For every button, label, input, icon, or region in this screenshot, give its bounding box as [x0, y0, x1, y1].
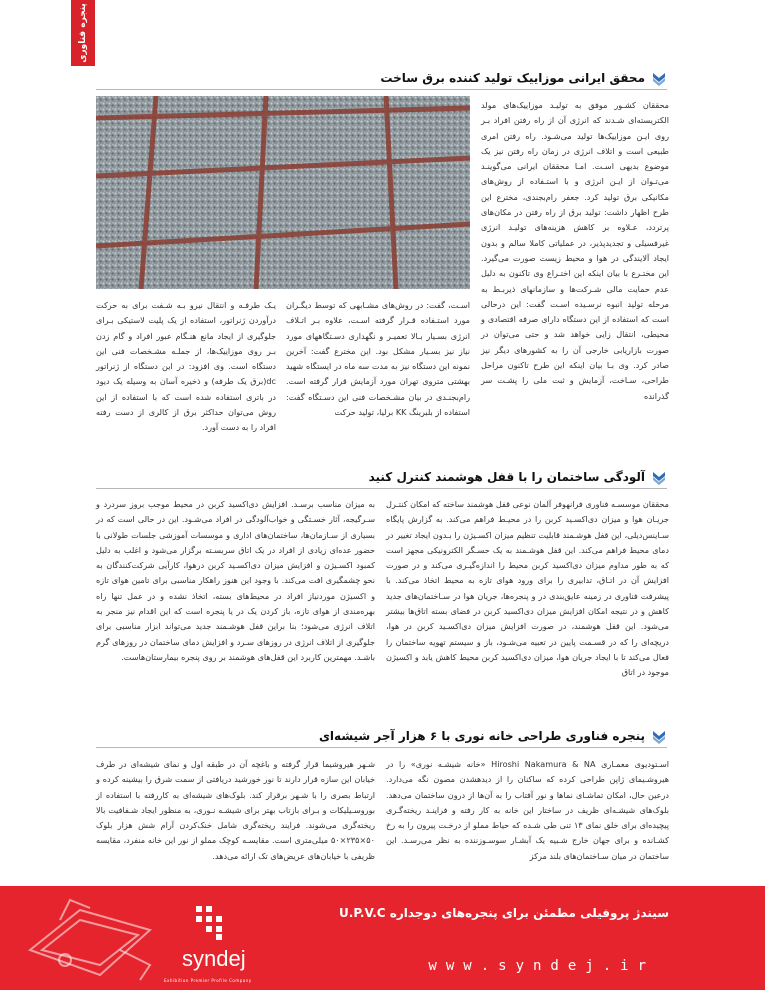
- section-tab-label: پنجره فناوری: [78, 3, 88, 63]
- chevron-down-icon: [651, 728, 667, 744]
- divider: [96, 89, 667, 90]
- website-url[interactable]: www.syndej.ir: [428, 958, 655, 974]
- divider: [96, 747, 667, 748]
- divider: [96, 488, 667, 489]
- brand-name: syndej: [182, 946, 246, 971]
- article1-column-middle: اسـت، گفت: در روش‌های مشـابهی که توسط دیگـران مورد استـفاده قـرار گرفته اسـت، علاوه بـر اتـلاف انرژی بسـیار بـالا تعمیـر و نگهداری دسـتگاههای مورد نیاز نیز بسـیار مشکل بود. این مخترع گفت: آخرین نمونه این دستگاه نیز به مدت سه ماه در ایستگاه شهید بهشتی متروی تهران مورد آزمایش قرار گرفته است. رام‌بجنـدی در بیان مشـخصات فنی این دسـتگاه گفت: استفاده از بلبرینگ KK برلیا، تولید حرکت: [286, 300, 470, 418]
- chevron-down-icon: [651, 70, 667, 86]
- article3-column-right: اسـتودیوی معمـاری Hiroshi Nakamura & NA «خانه شیشـه نوری» را در هیروشـیمای ژاپن طراحی کرده که ساکنان را از دیدهشدن مصون نگه می‌دارد. درعین حال، امکان تماشـای نماها و نور آفتاب را به آن‌ها از درون ساختمان می‌دهد. بلوک‌های شیشـه‌ای ظریف در ساختار این خانه به کار رفته و فراینـد ریخته‌گـری پیچیده‌ای برای خلق نمای ۱۳ تنی طی شـده که حیاط مملو از درخـت پیرون را به رخ کشـانده و برای جهان خارج شـبیه یک آبشـار سوسـوزننده به نظر می‌رسـد. این ساختمان در میان سـاختمان‌های بلند مرکز: [386, 759, 670, 861]
- article3-title: پنجره فناوری طراحی خانه نوری با ۶ هزار آجر شیشه‌ای: [318, 729, 645, 743]
- chevron-down-icon: [651, 469, 667, 485]
- article2-heading: [369, 469, 667, 485]
- article2-title: آلودگی ساختمان را با قفل هوشمند کنترل کنید: [368, 470, 645, 484]
- syndej-advertisement: [0, 886, 765, 990]
- mosaic-photo: [96, 96, 470, 289]
- article2-column-left: به میزان مناسب برسـد. افزایش دی‌اکسید کربن در محیط موجب بروز سردرد و سـرگیجه، آثار خسـتگی و خواب‌آلودگی در افراد می‌شـود. این در حالی است که در بسیاری از سـازمان‌ها، ساختمان‌های اداری و موسسات آموزشی جلسات طولانی با حضور عده‌ای زیادی از افراد در یک اتاق سربسـته برگزار می‌شود و اغلب به دلیل کمبود اکسـیژن و افزایش میزان دی‌اکسـید کربن درهوا، کارآیی شرکت‌کنندگان به نحو چشمگیری افت می‌کند. با وجود این هنوز راهکار مناسبی برای تامین هوای تازه و اکسیژن موردنیاز افراد در محیط‌های بسته، اتخاذ نشده و در عمل تنها راه بهره‌مندی از هوای تازه، باز کردن یک در یا پنجره است که این اقدام نیز منجر به اتلاف انرژی می‌شود؛ بنا براین قفل هوشـمند جدید می‌تواند ابزار مناسبی برای جلوگیری از اتلاف انرژی در روزهای سـرد و افزایش دمای ساختمان در روزهای گرم باشـد. مهمترین کاربرد این قفل‌های هوشمند بر روی پنجره بیمارستان‌هاست.: [96, 499, 375, 662]
- article1-column-left: یـک طرفـه و انتقال نیرو بـه شـفت برای به حرکت درآوردن ژنراتور، استفاده از یک پلیت لاستیکی بـرای جلوگیری از ایجاد مانع هنـگام عبور افراد و گام زدن بـر روی موزاییک‌ها، از جملـه مشـخصات فنی این دستگاه است. وی افزود: در این دستگاه از ژنراتور dc(برق یک طرفه) و ذخیره آسان به وسیله یک دیود در باتری استفاده شده است که با استفاده از این روش می‌توان حداکثر برق از کالری از دست رفته افراد را به دست آورد.: [96, 300, 276, 433]
- article2-column-right: محققان موسسـه فناوری فرانهوفر آلمان نوعی قفل هوشمند ساخته که امکان کنتـرل جریـان هوا و میزان دی‌اکسـید کربن را در محیـط فراهم می‌کند. به گزارش پایگاه سـاینس‌دیلی، این قفل هوشـمند قابلیت تنظیم میزان اکسـیژن را بـدون ایجاد تغییر در دمای محیط فراهم می‌کند. این قفل هوشـمند به یک حسـگر الکترونیکی مجهز است که به طور مداوم میزان دی‌اکسید کربن محیط را اندازه‌گیـری می‌کند و در صورت افزایش آن در اتـاق، تدابیری را برای ورود هوای تازه به محیط اتخاذ می‌کند. با پیشرفت فناوری در زمینه عایق‌بندی در و پنجره‌ها، جریان هوا در سـاختمان‌های جدید کاهش و در نتیجه امکان افزایش میزان دی‌اکسید کربن در فضای بسته اتاق‌ها بیشتر می‌شود. این قفل هوشمند، در صورت افزایش میزان دی‌اکسـید کربن در هوا، دریچه‌ای را که در قسـمت پایین در تعبیه می‌شـود، باز و سیستم تهویه ساختمان را فعال می‌کند تا با ایجاد جریان هوا، میزان دی‌اکسید کربن محیط کاهش یابد و اکسیژن موجود در اتاق: [386, 499, 669, 678]
- article1-heading: [380, 70, 667, 86]
- section-tab: [71, 0, 95, 66]
- brand-tagline: Exhibition Premier Profile Company: [164, 978, 252, 983]
- article1-column-right: محققان کشـور موفق به تولیـد موزاییک‌های مولد الکتریسته‌ای شـدند که انرژی آن از راه رفتن افراد بـر روی ایـن موزاییک‌ها تولید می‌شـود. راه رفتن امری طبیعی است و اتلاف انرژی در زمان راه رفتن نیز یک موضوع بدیهی اسـت. امـا محققان ایرانی می‌گوینـد می‌تـوان از ایـن انرژی و با استـفاده از روش‌های مکانیکی برق تولید کرد. جعفر رام‌بجندی، مخترع این طرح اظهار داشت: تولید برق از راه رفتن در مکان‌های پرتردد، عـلاوه بر کاهش هزینه‌های تولیـد انرژی غیرفسیلی و تجدیدپذیر، در عملیاتی کاملا سالم و بدون ایجاد آلایندگی در هوا و محیط زیست صورت می‌گیرد. این مختـرع با بیان اینکه این اختـراع وی تاکنون به دلیل عدم حمایت مالی شـرکت‌ها و سازمانهای ذیربـط به مرحله تولید انبوه نرسـیده اسـت گفت: این درحالی است که استفاده از این دستگاه دارای صرفه اقتصادی و محیطی، انتقال زایی خواهد شد و حتی می‌توان در صورت بازاریابی خارجی آن را به کشورهای دیگر نیز صادر کرد. وی بـا بیان اینکه این طرح تاکنون مراحل طراحی، سـاخت، آزمایش و ثبت ملی را پشـت سر گذرانده: [481, 100, 669, 401]
- ad-slogan: سیندژ پروفیلی مطمئن برای پنجره‌های دوجداره U.P.V.C: [339, 906, 669, 920]
- article3-heading: [319, 728, 667, 744]
- article1-title: محقق ایرانی موزاییک تولید کننده برق ساخت: [380, 71, 645, 85]
- window-frame-icon: [20, 890, 170, 985]
- article3-column-left: شـهر هیروشیما قرار گرفته و باغچه آن در طبقه اول و نمای شیشه‌ای در طرف خیابان این سازه قرار دارند تا نور خورشید دریافتی از سمت شرق را بیشینه کرده و ارتباط بصری را با شـهر برقرار کند. بلوک‌های شیشه‌ای به کاررفته با استفاده از بوروسـیلیکات و بـرای بازتاب بهتر برای شیشـه نـوری، به منظور ایجاد شـفافیت بالا ریخته‌گری می‌شوند. فرایند ریخته‌گری شامل خنک‌کردن آرام شش هزار بلوک ۵۰×۲۳۵×۵۰ میلی‌متری است. مقایسـه کوچک مملو از نور این خانه منفرد، مقایسه ظریفی با خیابان‌های عریض‌های تک ارائه می‌دهد.: [96, 759, 375, 861]
- syndej-logo-icon: [196, 906, 222, 940]
